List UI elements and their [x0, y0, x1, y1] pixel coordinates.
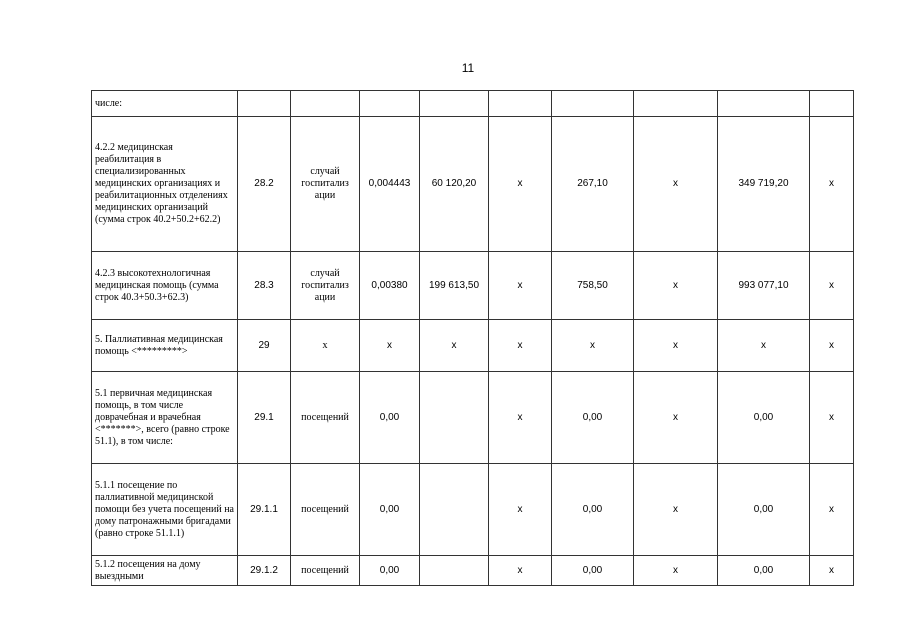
row-name: 5.1 первичная медицинская помощь, в том числе доврачебная и врачебная <*******>, всего (равно строке 51.1), в том числе:	[92, 372, 238, 464]
row-value-cost	[420, 372, 489, 464]
row-unit: посещений	[291, 464, 360, 556]
row-name: 5.1.2 посещения на дому выездными	[92, 556, 238, 586]
row-value-total: 0,00	[718, 372, 810, 464]
row-value-total: 993 077,10	[718, 252, 810, 320]
row-value-c5: x	[489, 464, 552, 556]
row-value-norm: 0,00	[552, 372, 634, 464]
row-unit: случай госпитализ ации	[291, 252, 360, 320]
row-name: 4.2.3 высокотехнологичная медицинская помощь (сумма строк 40.3+50.3+62.3)	[92, 252, 238, 320]
row-value-cost	[420, 556, 489, 586]
row-value-c7: x	[634, 464, 718, 556]
row-value-c5: x	[489, 117, 552, 252]
table-row	[92, 372, 854, 464]
row-code: 29.1	[238, 372, 291, 464]
row-value-c5	[489, 91, 552, 117]
table-row	[92, 320, 854, 372]
row-value-rate: 0,00380	[360, 252, 420, 320]
row-value-c5: x	[489, 320, 552, 372]
financing-table	[91, 90, 854, 586]
row-value-c9: x	[810, 252, 854, 320]
row-value-c9: x	[810, 320, 854, 372]
page-number: 11	[461, 61, 475, 75]
row-value-c9: x	[810, 372, 854, 464]
row-value-cost: 60 120,20	[420, 117, 489, 252]
row-name: 4.2.2 медицинская реабилитация в специализированных медицинских организациях и реабилитационных отделениях медицинских организаций (сумма строк 40.2+50.2+62.2)	[92, 117, 238, 252]
table-row	[92, 252, 854, 320]
row-code: 28.2	[238, 117, 291, 252]
row-value-total: x	[718, 320, 810, 372]
row-value-c9: x	[810, 556, 854, 586]
table-row	[92, 117, 854, 252]
row-code	[238, 91, 291, 117]
row-value-total: 0,00	[718, 464, 810, 556]
row-value-c9: x	[810, 464, 854, 556]
row-value-cost: 199 613,50	[420, 252, 489, 320]
row-value-c9	[810, 91, 854, 117]
row-value-cost: x	[420, 320, 489, 372]
row-value-norm: 0,00	[552, 556, 634, 586]
row-value-norm: 758,50	[552, 252, 634, 320]
row-code: 29.1.2	[238, 556, 291, 586]
row-value-rate: 0,004443	[360, 117, 420, 252]
row-unit: случай госпитализ ации	[291, 117, 360, 252]
row-name: 5. Паллиативная медицинская помощь <*********>	[92, 320, 238, 372]
row-unit: посещений	[291, 372, 360, 464]
row-value-rate: 0,00	[360, 556, 420, 586]
row-value-c7: x	[634, 252, 718, 320]
row-value-rate: 0,00	[360, 372, 420, 464]
row-name: числе:	[92, 91, 238, 117]
row-value-norm: 267,10	[552, 117, 634, 252]
table-row	[92, 556, 854, 586]
row-value-c7: x	[634, 556, 718, 586]
row-value-cost	[420, 91, 489, 117]
row-value-c7: x	[634, 117, 718, 252]
row-value-c5: x	[489, 252, 552, 320]
row-value-rate	[360, 91, 420, 117]
row-value-c5: x	[489, 556, 552, 586]
row-code: 29	[238, 320, 291, 372]
table-row	[92, 91, 854, 117]
row-value-rate: x	[360, 320, 420, 372]
row-value-c7: x	[634, 320, 718, 372]
row-value-c9: x	[810, 117, 854, 252]
row-value-rate: 0,00	[360, 464, 420, 556]
row-unit: посещений	[291, 556, 360, 586]
row-value-total	[718, 91, 810, 117]
row-value-norm: x	[552, 320, 634, 372]
row-value-total: 349 719,20	[718, 117, 810, 252]
row-unit: x	[291, 320, 360, 372]
row-value-total: 0,00	[718, 556, 810, 586]
row-value-norm: 0,00	[552, 464, 634, 556]
table-row	[92, 464, 854, 556]
row-value-c5: x	[489, 372, 552, 464]
row-value-c7	[634, 91, 718, 117]
row-code: 29.1.1	[238, 464, 291, 556]
row-name: 5.1.1 посещение по паллиативной медицинской помощи без учета посещений на дому патронажными бригадами (равно строке 51.1.1)	[92, 464, 238, 556]
row-value-norm	[552, 91, 634, 117]
row-value-c7: x	[634, 372, 718, 464]
row-code: 28.3	[238, 252, 291, 320]
row-unit	[291, 91, 360, 117]
row-value-cost	[420, 464, 489, 556]
